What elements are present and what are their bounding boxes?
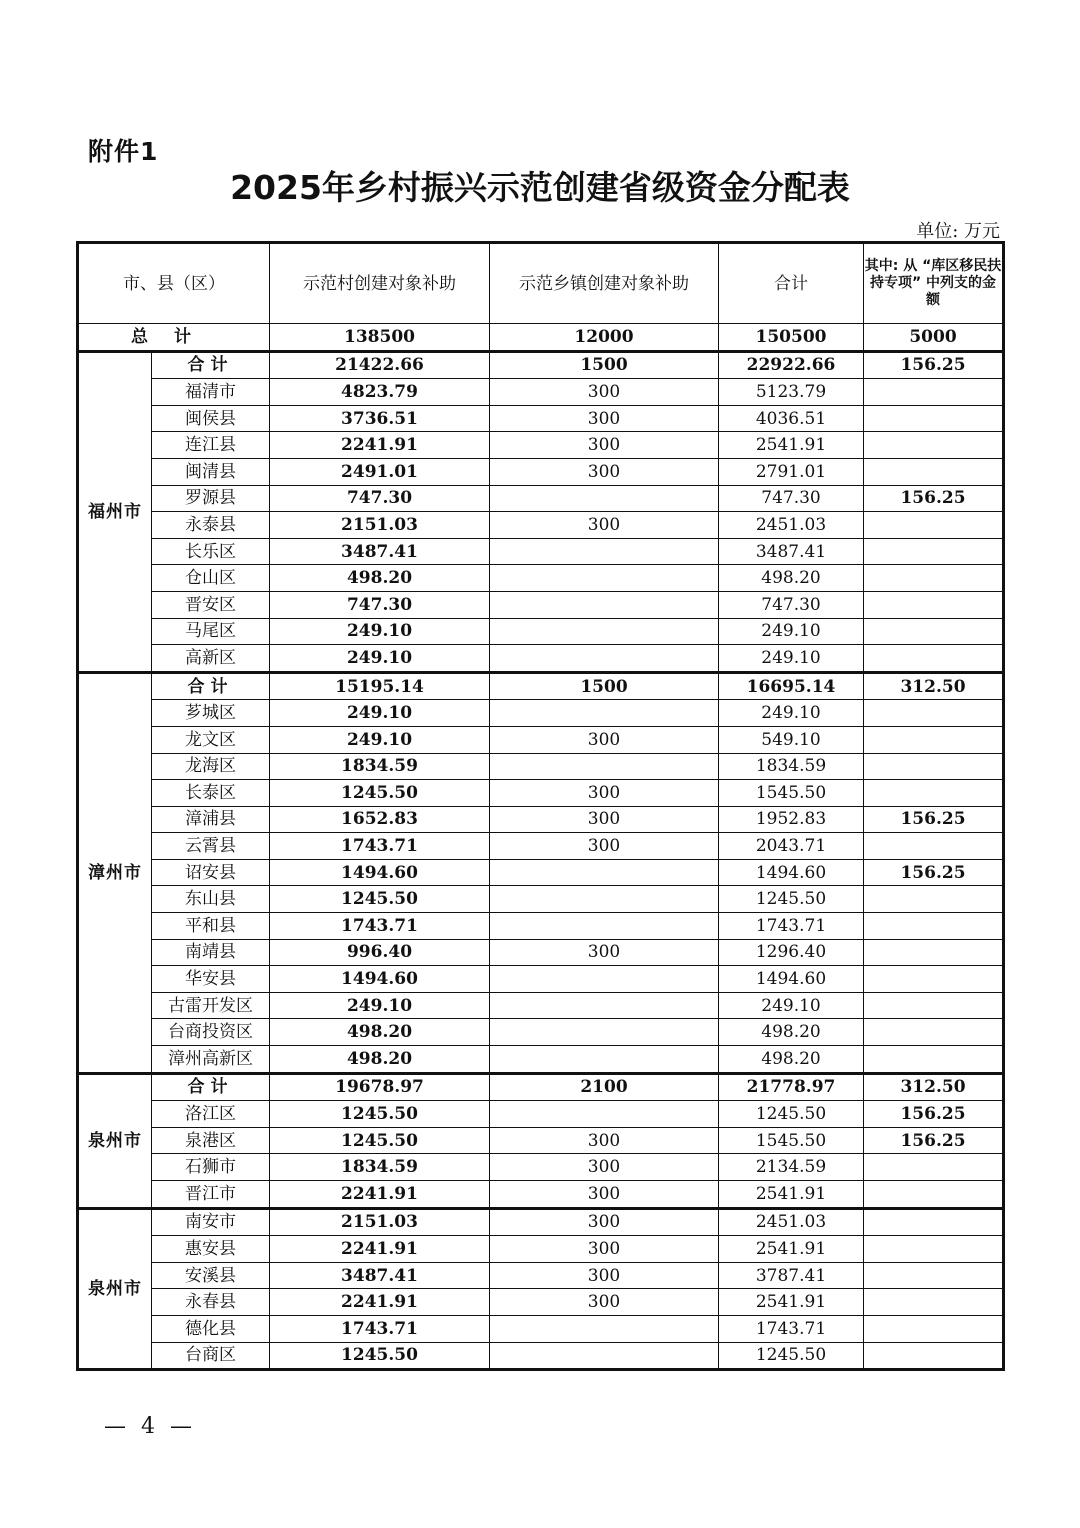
village-subsidy-cell: 249.10 [270, 700, 490, 727]
header-sum: 合计 [719, 243, 864, 324]
village-subsidy-cell: 2491.01 [270, 458, 490, 485]
district-cell: 福清市 [152, 379, 270, 406]
table-row [78, 1046, 1004, 1074]
sum-cell: 4036.51 [719, 405, 864, 432]
village-subsidy-cell: 1245.50 [270, 886, 490, 913]
village-subsidy-cell: 1245.50 [270, 1101, 490, 1128]
town-subsidy-cell: 2100 [490, 1073, 719, 1101]
grand-total-row [78, 324, 1004, 352]
town-subsidy-cell [490, 886, 719, 913]
table-row [78, 806, 1004, 833]
sum-cell: 1952.83 [719, 806, 864, 833]
sum-cell: 2451.03 [719, 1208, 864, 1236]
district-cell: 罗源县 [152, 485, 270, 512]
district-cell: 石狮市 [152, 1154, 270, 1181]
reservoir-fund-cell [864, 1208, 1004, 1236]
district-cell: 合计 [152, 351, 270, 379]
reservoir-fund-cell: 156.25 [864, 485, 1004, 512]
attachment-label: 附件1 [88, 137, 159, 166]
sum-cell: 1494.60 [719, 966, 864, 993]
reservoir-fund-cell: 156.25 [864, 806, 1004, 833]
sum-cell: 5123.79 [719, 379, 864, 406]
reservoir-fund-cell [864, 992, 1004, 1019]
sum-cell: 249.10 [719, 618, 864, 645]
district-cell: 漳州高新区 [152, 1046, 270, 1074]
sum-cell: 16695.14 [719, 672, 864, 700]
reservoir-fund-cell: 156.25 [864, 1127, 1004, 1154]
reservoir-fund-cell [864, 886, 1004, 913]
table-row [78, 939, 1004, 966]
table-row [78, 1262, 1004, 1289]
district-cell: 南安市 [152, 1208, 270, 1236]
table-row [78, 1154, 1004, 1181]
village-subsidy-cell: 249.10 [270, 645, 490, 673]
village-subsidy-cell: 747.30 [270, 591, 490, 618]
table-row [78, 753, 1004, 780]
reservoir-fund-cell [864, 405, 1004, 432]
table-row [78, 1208, 1004, 1236]
sum-cell: 2541.91 [719, 432, 864, 459]
village-subsidy-cell: 1743.71 [270, 913, 490, 940]
sum-cell: 249.10 [719, 992, 864, 1019]
district-cell: 诏安县 [152, 859, 270, 886]
table-row [78, 512, 1004, 539]
sum-cell: 1743.71 [719, 1315, 864, 1342]
table-row [78, 700, 1004, 727]
reservoir-fund-cell [864, 753, 1004, 780]
town-subsidy-cell [490, 913, 719, 940]
reservoir-fund-cell [864, 458, 1004, 485]
sum-cell: 1245.50 [719, 886, 864, 913]
sum-cell: 2134.59 [719, 1154, 864, 1181]
town-subsidy-cell: 300 [490, 806, 719, 833]
header-town-subsidy: 示范乡镇创建对象补助 [490, 243, 719, 324]
district-cell: 华安县 [152, 966, 270, 993]
village-subsidy-cell: 15195.14 [270, 672, 490, 700]
table-row [78, 645, 1004, 673]
town-subsidy-cell: 300 [490, 1236, 719, 1263]
table-header-row [78, 243, 1004, 324]
sum-cell: 249.10 [719, 645, 864, 673]
town-subsidy-cell: 300 [490, 1127, 719, 1154]
city-cell: 福州市 [78, 351, 152, 672]
reservoir-fund-cell: 312.50 [864, 672, 1004, 700]
table-row [78, 432, 1004, 459]
village-subsidy-cell: 2241.91 [270, 432, 490, 459]
sum-cell: 747.30 [719, 485, 864, 512]
town-subsidy-cell: 300 [490, 1181, 719, 1209]
table-row [78, 859, 1004, 886]
reservoir-fund-cell [864, 379, 1004, 406]
reservoir-fund-cell [864, 1342, 1004, 1370]
village-subsidy-cell: 1245.50 [270, 1127, 490, 1154]
district-cell: 长乐区 [152, 538, 270, 565]
table-row [78, 1101, 1004, 1128]
grand-total-sum: 150500 [719, 324, 864, 352]
sum-cell: 1545.50 [719, 780, 864, 807]
village-subsidy-cell: 1245.50 [270, 780, 490, 807]
district-cell: 晋安区 [152, 591, 270, 618]
reservoir-fund-cell [864, 512, 1004, 539]
table-row [78, 565, 1004, 592]
sum-cell: 1245.50 [719, 1101, 864, 1128]
table-row [78, 780, 1004, 807]
village-subsidy-cell: 19678.97 [270, 1073, 490, 1101]
table-row [78, 886, 1004, 913]
district-cell: 云霄县 [152, 833, 270, 860]
reservoir-fund-cell [864, 565, 1004, 592]
town-subsidy-cell: 300 [490, 432, 719, 459]
town-subsidy-cell: 300 [490, 726, 719, 753]
reservoir-fund-cell [864, 1236, 1004, 1263]
village-subsidy-cell: 1743.71 [270, 1315, 490, 1342]
district-cell: 龙文区 [152, 726, 270, 753]
subtotal-row [78, 1073, 1004, 1101]
town-subsidy-cell [490, 753, 719, 780]
district-cell: 闽侯县 [152, 405, 270, 432]
town-subsidy-cell: 300 [490, 780, 719, 807]
reservoir-fund-cell [864, 1315, 1004, 1342]
table-row [78, 726, 1004, 753]
table-row [78, 1315, 1004, 1342]
sum-cell: 22922.66 [719, 351, 864, 379]
town-subsidy-cell [490, 645, 719, 673]
grand-total-village: 138500 [270, 324, 490, 352]
town-subsidy-cell: 1500 [490, 672, 719, 700]
district-cell: 安溪县 [152, 1262, 270, 1289]
village-subsidy-cell: 996.40 [270, 939, 490, 966]
town-subsidy-cell [490, 538, 719, 565]
reservoir-fund-cell [864, 618, 1004, 645]
district-cell: 永泰县 [152, 512, 270, 539]
district-cell: 马尾区 [152, 618, 270, 645]
district-cell: 高新区 [152, 645, 270, 673]
sum-cell: 1743.71 [719, 913, 864, 940]
town-subsidy-cell: 300 [490, 939, 719, 966]
district-cell: 漳浦县 [152, 806, 270, 833]
village-subsidy-cell: 1834.59 [270, 753, 490, 780]
sum-cell: 21778.97 [719, 1073, 864, 1101]
reservoir-fund-cell [864, 591, 1004, 618]
district-cell: 平和县 [152, 913, 270, 940]
sum-cell: 498.20 [719, 565, 864, 592]
reservoir-fund-cell: 156.25 [864, 1101, 1004, 1128]
district-cell: 永春县 [152, 1289, 270, 1316]
town-subsidy-cell: 300 [490, 833, 719, 860]
village-subsidy-cell: 249.10 [270, 992, 490, 1019]
sum-cell: 1296.40 [719, 939, 864, 966]
table-row [78, 1342, 1004, 1370]
village-subsidy-cell: 3736.51 [270, 405, 490, 432]
city-cell: 漳州市 [78, 672, 152, 1073]
table-row [78, 458, 1004, 485]
grand-total-reservoir: 5000 [864, 324, 1004, 352]
subtotal-row [78, 672, 1004, 700]
district-cell: 台商投资区 [152, 1019, 270, 1046]
table-row [78, 966, 1004, 993]
grand-total-town: 12000 [490, 324, 719, 352]
page-number: — 4 — [104, 1414, 196, 1439]
allocation-table [76, 241, 1005, 1371]
reservoir-fund-cell [864, 913, 1004, 940]
village-subsidy-cell: 4823.79 [270, 379, 490, 406]
sum-cell: 747.30 [719, 591, 864, 618]
town-subsidy-cell [490, 859, 719, 886]
unit-label: 单位: 万元 [916, 221, 1000, 242]
village-subsidy-cell: 2241.91 [270, 1181, 490, 1209]
sum-cell: 2541.91 [719, 1181, 864, 1209]
table-row [78, 992, 1004, 1019]
reservoir-fund-cell [864, 1019, 1004, 1046]
reservoir-fund-cell [864, 700, 1004, 727]
town-subsidy-cell [490, 1046, 719, 1074]
sum-cell: 2043.71 [719, 833, 864, 860]
sum-cell: 3787.41 [719, 1262, 864, 1289]
village-subsidy-cell: 249.10 [270, 618, 490, 645]
page-title: 2025年乡村振兴示范创建省级资金分配表 [230, 168, 850, 207]
town-subsidy-cell [490, 700, 719, 727]
district-cell: 南靖县 [152, 939, 270, 966]
town-subsidy-cell [490, 992, 719, 1019]
sum-cell: 549.10 [719, 726, 864, 753]
village-subsidy-cell: 1494.60 [270, 859, 490, 886]
sum-cell: 2451.03 [719, 512, 864, 539]
table-row [78, 1181, 1004, 1209]
district-cell: 洛江区 [152, 1101, 270, 1128]
town-subsidy-cell: 300 [490, 512, 719, 539]
town-subsidy-cell [490, 485, 719, 512]
town-subsidy-cell [490, 618, 719, 645]
village-subsidy-cell: 249.10 [270, 726, 490, 753]
district-cell: 惠安县 [152, 1236, 270, 1263]
grand-total-label: 总计 [78, 324, 270, 352]
subtotal-row [78, 351, 1004, 379]
reservoir-fund-cell: 156.25 [864, 859, 1004, 886]
table-row [78, 833, 1004, 860]
reservoir-fund-cell [864, 538, 1004, 565]
district-cell: 合计 [152, 1073, 270, 1101]
sum-cell: 498.20 [719, 1046, 864, 1074]
sum-cell: 3487.41 [719, 538, 864, 565]
reservoir-fund-cell [864, 1262, 1004, 1289]
sum-cell: 1834.59 [719, 753, 864, 780]
table-row [78, 1289, 1004, 1316]
village-subsidy-cell: 747.30 [270, 485, 490, 512]
sum-cell: 1494.60 [719, 859, 864, 886]
reservoir-fund-cell [864, 966, 1004, 993]
table-row [78, 618, 1004, 645]
reservoir-fund-cell: 156.25 [864, 351, 1004, 379]
town-subsidy-cell [490, 1019, 719, 1046]
header-village-subsidy: 示范村创建对象补助 [270, 243, 490, 324]
header-region: 市、县（区） [78, 243, 270, 324]
sum-cell: 1545.50 [719, 1127, 864, 1154]
district-cell: 龙海区 [152, 753, 270, 780]
town-subsidy-cell: 300 [490, 1154, 719, 1181]
reservoir-fund-cell [864, 1289, 1004, 1316]
reservoir-fund-cell [864, 645, 1004, 673]
town-subsidy-cell [490, 1342, 719, 1370]
reservoir-fund-cell [864, 1181, 1004, 1209]
reservoir-fund-cell: 312.50 [864, 1073, 1004, 1101]
village-subsidy-cell: 2241.91 [270, 1236, 490, 1263]
village-subsidy-cell: 1834.59 [270, 1154, 490, 1181]
town-subsidy-cell: 300 [490, 1262, 719, 1289]
village-subsidy-cell: 3487.41 [270, 538, 490, 565]
town-subsidy-cell: 1500 [490, 351, 719, 379]
village-subsidy-cell: 2151.03 [270, 512, 490, 539]
district-cell: 德化县 [152, 1315, 270, 1342]
table-row [78, 1236, 1004, 1263]
sum-cell: 1245.50 [719, 1342, 864, 1370]
village-subsidy-cell: 2151.03 [270, 1208, 490, 1236]
town-subsidy-cell [490, 1315, 719, 1342]
district-cell: 古雷开发区 [152, 992, 270, 1019]
district-cell: 长泰区 [152, 780, 270, 807]
table-row [78, 485, 1004, 512]
table-row [78, 913, 1004, 940]
table-row [78, 1127, 1004, 1154]
district-cell: 合计 [152, 672, 270, 700]
village-subsidy-cell: 498.20 [270, 1046, 490, 1074]
village-subsidy-cell: 1743.71 [270, 833, 490, 860]
reservoir-fund-cell [864, 939, 1004, 966]
reservoir-fund-cell [864, 432, 1004, 459]
district-cell: 连江县 [152, 432, 270, 459]
sum-cell: 2791.01 [719, 458, 864, 485]
town-subsidy-cell: 300 [490, 1208, 719, 1236]
town-subsidy-cell [490, 1101, 719, 1128]
district-cell: 芗城区 [152, 700, 270, 727]
reservoir-fund-cell [864, 1046, 1004, 1074]
district-cell: 东山县 [152, 886, 270, 913]
sum-cell: 249.10 [719, 700, 864, 727]
village-subsidy-cell: 1494.60 [270, 966, 490, 993]
district-cell: 台商区 [152, 1342, 270, 1370]
reservoir-fund-cell [864, 726, 1004, 753]
table-row [78, 591, 1004, 618]
sum-cell: 2541.91 [719, 1236, 864, 1263]
town-subsidy-cell: 300 [490, 405, 719, 432]
sum-cell: 2541.91 [719, 1289, 864, 1316]
city-cell: 泉州市 [78, 1073, 152, 1208]
village-subsidy-cell: 498.20 [270, 565, 490, 592]
table-row [78, 1019, 1004, 1046]
town-subsidy-cell: 300 [490, 1289, 719, 1316]
village-subsidy-cell: 1245.50 [270, 1342, 490, 1370]
table-body [78, 324, 1004, 1370]
town-subsidy-cell: 300 [490, 458, 719, 485]
town-subsidy-cell [490, 966, 719, 993]
village-subsidy-cell: 1652.83 [270, 806, 490, 833]
town-subsidy-cell: 300 [490, 379, 719, 406]
table-row [78, 405, 1004, 432]
city-cell: 泉州市 [78, 1208, 152, 1370]
district-cell: 晋江市 [152, 1181, 270, 1209]
village-subsidy-cell: 21422.66 [270, 351, 490, 379]
reservoir-fund-cell [864, 1154, 1004, 1181]
table-row [78, 538, 1004, 565]
district-cell: 闽清县 [152, 458, 270, 485]
reservoir-fund-cell [864, 780, 1004, 807]
reservoir-fund-cell [864, 833, 1004, 860]
sum-cell: 498.20 [719, 1019, 864, 1046]
district-cell: 仓山区 [152, 565, 270, 592]
town-subsidy-cell [490, 591, 719, 618]
village-subsidy-cell: 2241.91 [270, 1289, 490, 1316]
table-row [78, 379, 1004, 406]
header-reservoir-fund: 其中: 从 “库区移民扶持专项” 中列支的金额 [864, 243, 1004, 324]
village-subsidy-cell: 498.20 [270, 1019, 490, 1046]
village-subsidy-cell: 3487.41 [270, 1262, 490, 1289]
town-subsidy-cell [490, 565, 719, 592]
district-cell: 泉港区 [152, 1127, 270, 1154]
